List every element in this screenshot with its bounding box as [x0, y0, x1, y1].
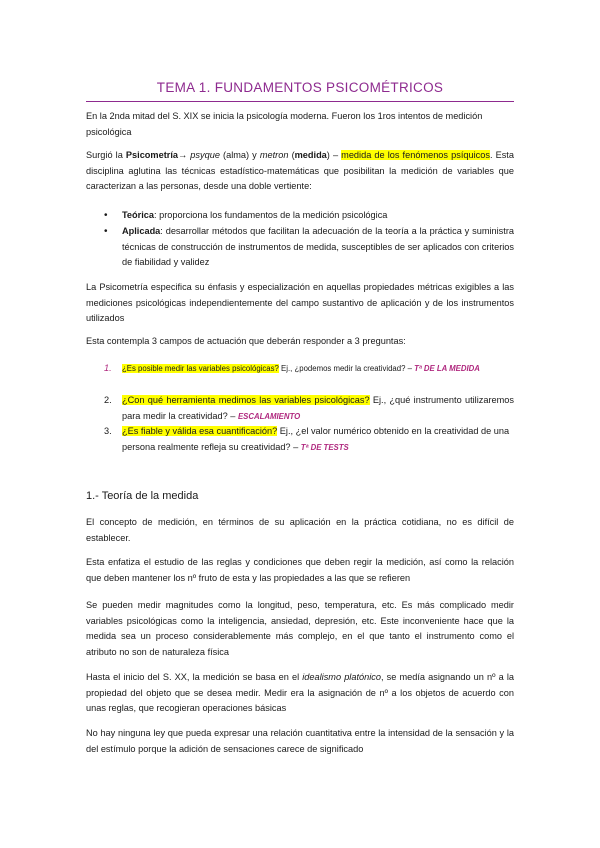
question-number: 1. [104, 363, 112, 373]
tag-escalamiento: ESCALAMIENTO [237, 411, 301, 421]
title-underline [86, 101, 514, 102]
section-paragraph-1: El concepto de medición, en términos de su aplicación en la práctica cotidiana, no es difícil de establecer. [86, 517, 514, 543]
section-paragraph-2: Esta enfatiza el estudio de las reglas y condiciones que deben regir la medición, así como la relación que deben mantener los nº fruto de esta y las propiedades a las que se refieren [86, 557, 514, 583]
bullet-teorica: Teórica: proporciona los fundamentos de la medición psicológica [122, 210, 388, 220]
enfasis-paragraph: La Psicometría especifica su énfasis y especialización en aquellas propiedades métricas exigibles a las mediciones psicológicas independientemente del campo sustantivo de aplicación y de los instrumentos utilizados [86, 282, 514, 324]
tag-tests: Tª DE TESTS [300, 442, 349, 452]
intro-paragraph: En la 2nda mitad del S. XIX se inicia la psicología moderna. Fueron los 1ros intentos de medición psicológica [86, 111, 483, 137]
highlight-medida: medida de los fenómenos psíquicos [341, 150, 490, 160]
tag-medida: Tª DE LA MEDIDA [414, 364, 480, 373]
definition-paragraph: Surgió la Psicometría→ psyque (alma) y metron (medida) – medida de los fenómenos psíquicos. Esta disciplina aglutina las técnicas estadístico-matemáticas que posibilitan la medición de variables que caracterizan a las personas, desde una doble vertiente: [86, 150, 514, 192]
question-number: 2. [104, 395, 112, 405]
question-1: ¿Es posible medir las variables psicológicas? Ej., ¿podemos medir la creatividad? – Tª DE LA MEDIDA [122, 364, 480, 373]
question-number: 3. [104, 426, 112, 436]
question-2: ¿Con qué herramienta medimos las variables psicológicas? Ej., ¿qué instrumento utilizaremos para medir la creatividad? – ESCALAMIENTO [122, 395, 514, 421]
section-paragraph-3: Se pueden medir magnitudes como la longitud, peso, temperatura, etc. Es más complicado medir variables psicológicas como la inteligencia, ansiedad, depresión, etc. Este inconveniente hace que la medida sea un proceso considerablemente más complejo, en el que tanto el instrumento como el atributo no son de naturaleza física [86, 600, 514, 657]
arrow-icon: → [178, 150, 191, 160]
section-paragraph-5: No hay ninguna ley que pueda expresar una relación cuantitativa entre la intensidad de la sensación y la del estímulo porque la adición de sensaciones carece de significado [86, 728, 514, 754]
psicometria-term: Psicometría [125, 150, 178, 160]
section-heading: 1.- Teoría de la medida [86, 490, 199, 502]
bullet-aplicada: Aplicada: desarrollar métodos que facilitan la adecuación de la teoría a la práctica y suministra técnicas de construcción de instrumentos de medida, susceptibles de ser aplicados con criterios de fiabilidad y validez [122, 226, 514, 268]
bullet-icon: • [104, 210, 108, 221]
bullet-icon: • [104, 226, 108, 237]
page-title: TEMA 1. FUNDAMENTOS PSICOMÉTRICOS [156, 80, 444, 95]
campos-paragraph: Esta contempla 3 campos de actuación que deberán responder a 3 preguntas: [86, 336, 406, 346]
section-paragraph-4: Hasta el inicio del S. XX, la medición se basa en el idealismo platónico, se medía asignando un nº a la propiedad del objeto que se desea medir. Medir era la asignación de nº a los objetos de acuerdo con unas reglas, que recogieran operaciones básicas [86, 672, 514, 714]
question-3: ¿Es fiable y válida esa cuantificación? Ej., ¿el valor numérico obtenido en la creatividad de una persona realmente refleja su creatividad? – Tª DE TESTS [122, 426, 510, 452]
